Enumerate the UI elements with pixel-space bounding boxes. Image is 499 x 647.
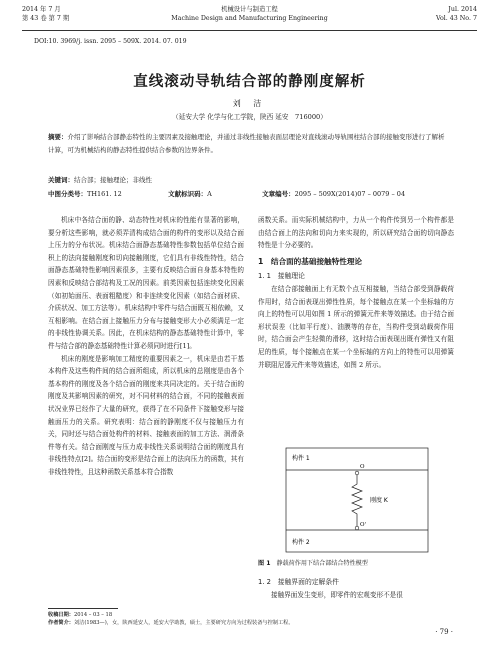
classification-row [48,189,468,198]
abstract [48,131,448,156]
doi: DOI:10. 3969/j. issn. 2095 – 509X. 2014. 07. 019 [34,38,187,45]
figure-caption [258,558,454,567]
figure-1 [276,446,436,558]
footnote-received: 收稿日期：2014 – 03 – 18 [48,612,113,618]
body-paragraph: 函数关系。而实际机械结构中，力从一个构件传到另一个构件都是由结合面上的法向和切向力来实现的，所以研究结合面的切向静态特性是十分必要的。 [258,216,454,250]
footnote-author: 作者简介：刘洁(1983—)，女，陕西延安人，延安大学助教，硕士，主要研究方向为过程装备与控制工程。 [48,620,294,626]
figure-caption-text: 静载荷作用下结合部结合特性模型 [276,560,368,567]
part2-label: 构件 2 [292,539,310,546]
keywords-text: 结合部；接触理论；非线性 [74,176,152,184]
author: 刘 洁 [232,99,267,108]
section-heading: 1 结合面的基础接触特性理论 [258,256,363,266]
header-center: 机械设计与制造工程 Machine Design and Manufacturing Engineering [171,6,328,22]
footnote-rule [48,608,118,609]
article-number: 文章编号：2095 – 509X(2014)07 – 0079 – 04 [262,190,406,198]
part1-label: 构件 1 [292,455,310,462]
page-number: · 79 · [435,628,453,636]
body-paragraph: 在结合部接触面上有无数个点互相接触，当结合部受到静载荷作用时，结合面表现出弹性性质，每个接触点在某一个坐标轴的方向上的特性可以用如图 1 所示的弹簧元件来等效描述。由于结合面形状误差（比如平行度）、油膜等的存在，当构件受到动载荷作用时，结合面会产生轻微的滑移，这时结合面表现出既有弹性又有阻尼的性质，每个接触点在某一个坐标轴的方向上的特性可以用弹簧并联阻尼器元件来等效描述，如图 2 所示。 [258,284,454,369]
header-left: 2014 年 7 月 第 43 卷 第 7 期 [22,6,70,22]
paper-title: 直线滚动导轨结合部的静刚度解析 [133,74,366,90]
bottom-node-label: O' [360,522,367,528]
abstract-label: 摘要： [48,133,68,141]
running-header [22,6,477,36]
figure-frame [286,448,428,552]
affiliation: （延安大学 化学与化工学院，陕西 延安 716000） [172,113,327,121]
body-paragraph: 机床中各结合面的静、动态特性对机床的性能有显著的影响，要分析这些影响，就必须弄清构成结合面的构件的变形以及结合面上压力的分布状况。机床结合面静态基础特性参数包括单位结合面积上的法向接触刚度和切向接触刚度，它们具有非线性特性，结合面静态基础特性影响因素很多，主要有反映结合面自身基本特性的因素和反映结合部结构及工况的因素。前类因素包括连续变化因素（如初始面压、表面粗糙度）和非连续变化因素（如结合面材质、介质状况、加工方法等）。机床结构中零件与结合面既互相依赖，又互相影响。在结合面上接触压力分布与接触变形大小必须满足一定的非线性协调关系。因此，在机床结构的静态基础特性计算中，零件与结合部的静态基础特性计算必须同时进行[1]。 [48,216,244,350]
spring-label: 刚度 K [370,497,388,504]
doc-code: 文献标识码：A [168,190,212,198]
right-column-bottom [258,575,454,601]
keywords-label: 关键词： [48,176,74,184]
subsection-heading: 1. 1 接触理论 [258,272,305,281]
top-node-label: O [360,464,365,470]
top-node [355,471,359,475]
left-column [48,214,244,478]
header-rule [22,30,477,31]
figure-caption-label: 图 1 [258,560,271,567]
abstract-text: 介绍了影响结合部静态特性的主要因素及接触理论，并通过非线性接触表面层理论对直线滚动导轨围柱结合部的接触变形进行了解析计算，可为机械结构的静态特性提供结合参数的边界条件。 [48,133,445,154]
header-right: Jul. 2014 Vol. 43 No. 7 [436,6,477,22]
bottom-node [355,526,359,530]
body-paragraph: 接触界面发生变形，即零件的宏观变形不是很 [271,590,403,599]
clc: 中图分类号：TH161. 12 [48,190,122,198]
keywords [48,175,448,184]
body-paragraph: 机床的刚度是影响加工精度的重要因素之一，机床是由若干基本构件及这些构件间的结合面所组成，所以机床的总刚度是由各个基本构件的刚度及各个结合面的刚度来共同决定的。关于结合面的刚度及其影响因素的研究，对不同材料的结合面，不同的接触表面状况业界已经作了大量的研究，获得了在不同条件下接触变形与接触面压力的关系。研究表明：结合面的静刚度不仅与接触压力有关，同时还与结合面处构件的材料、接触表面的加工方法、润滑条件等有关。结合面刚度与压力成非线性关系说明结合面的刚度具有非线性特点[2]。结合面的变形是结合面上的法向压力的函数，其有非线性特性，且这种函数关系基本符合指数 [48,354,244,476]
right-column [258,214,454,371]
subsection-heading: 1. 2 接触界面的定解条件 [258,578,339,586]
spring [352,475,362,526]
